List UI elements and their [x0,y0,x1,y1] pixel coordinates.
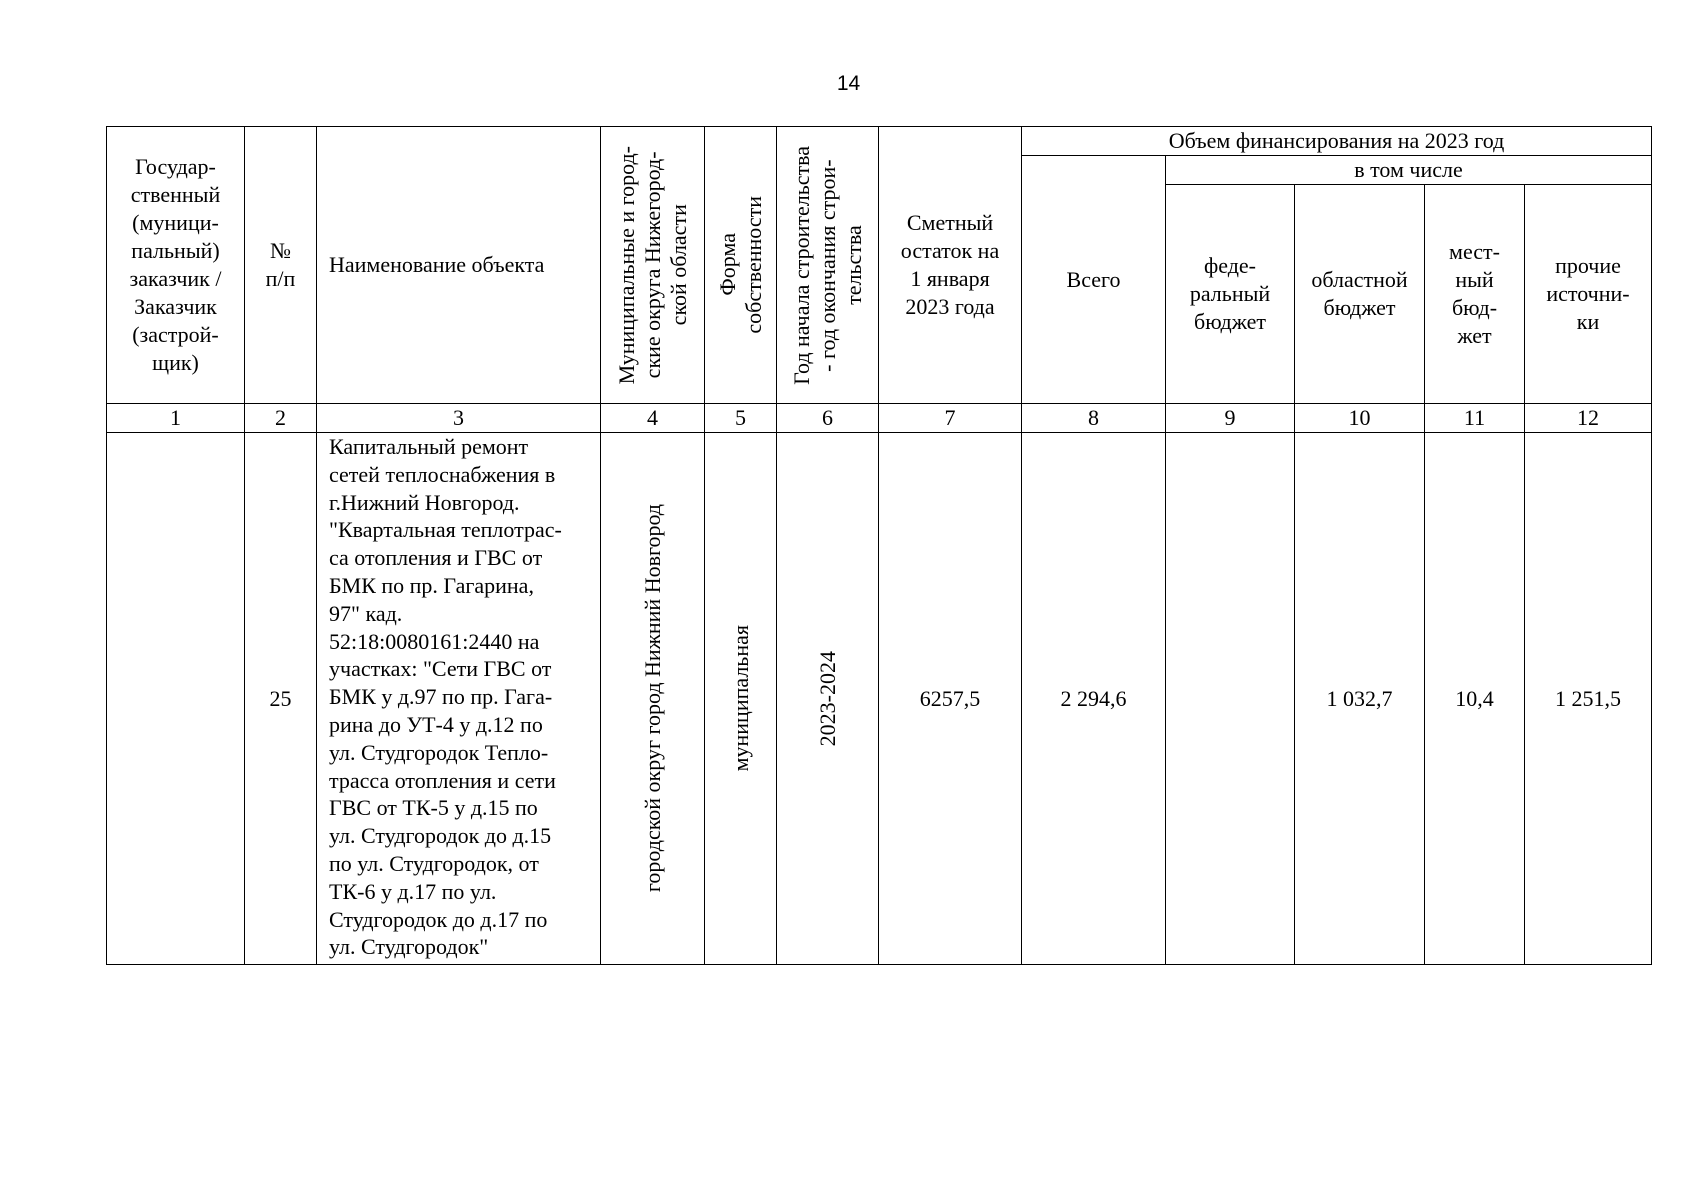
header-municipality: Муниципальные и город- ские округа Нижегород- ской области [601,127,705,404]
header-federal: феде- ральный бюджет [1166,185,1295,404]
header-local: мест- ный бюд- жет [1425,185,1525,404]
cell-object-name: Капитальный ремонт сетей теплоснабжения в г.Нижний Новгород. "Квартальная теплотрас- са отопления и ГВС от БМК по пр. Гагарина, 97" кад. 52:18:0080161:2440 на участках: "Сети ГВС от БМК у д.97 по пр. Гага- рина до УТ-4 у д.12 по ул. Студгородок Тепло- трасса отопления и сети ГВС от ТК-5 у д.15 по ул. Студгородок до д.15 по ул. Студгородок, от ТК-6 у д.17 по ул. Студгородок до д.17 по ул. Студгородок" [317,433,601,965]
column-number: 7 [879,404,1022,433]
column-number: 4 [601,404,705,433]
column-number: 3 [317,404,601,433]
header-financing: Объем финансирования на 2023 год [1022,127,1652,156]
cell-years: 2023-2024 [777,433,879,965]
column-number: 10 [1295,404,1425,433]
header-object-name: Наименование объекта [317,127,601,404]
header-other: прочие источни- ки [1525,185,1652,404]
header-ownership: Форма собственности [705,127,777,404]
header-regional: областной бюджет [1295,185,1425,404]
cell-local: 10,4 [1425,433,1525,965]
column-number: 2 [245,404,317,433]
financing-table [106,126,1652,965]
header-total: Всего [1022,156,1166,404]
header-estimate-balance: Сметный остаток на 1 января 2023 года [879,127,1022,404]
cell-total: 2 294,6 [1022,433,1166,965]
column-number: 11 [1425,404,1525,433]
column-number: 12 [1525,404,1652,433]
column-number-row [107,404,1652,433]
header-num: № п/п [245,127,317,404]
header-years: Год начала строительства - год окончания строи- тельства [777,127,879,404]
column-number: 9 [1166,404,1295,433]
cell-estimate-balance: 6257,5 [879,433,1022,965]
page-number: 14 [836,72,861,95]
cell-regional: 1 032,7 [1295,433,1425,965]
cell-other: 1 251,5 [1525,433,1652,965]
column-number: 6 [777,404,879,433]
cell-federal [1166,433,1295,965]
cell-ownership: муниципальная [705,433,777,965]
header-customer: Государ- ственный (муници- пальный) заказчик / Заказчик (застрой- щик) [107,127,245,404]
cell-num: 25 [245,433,317,965]
header-including: в том числе [1166,156,1652,185]
table-row [107,433,1652,965]
column-number: 8 [1022,404,1166,433]
column-number: 1 [107,404,245,433]
cell-municipality: городской округ город Нижний Новгород [601,433,705,965]
cell-customer [107,433,245,965]
column-number: 5 [705,404,777,433]
